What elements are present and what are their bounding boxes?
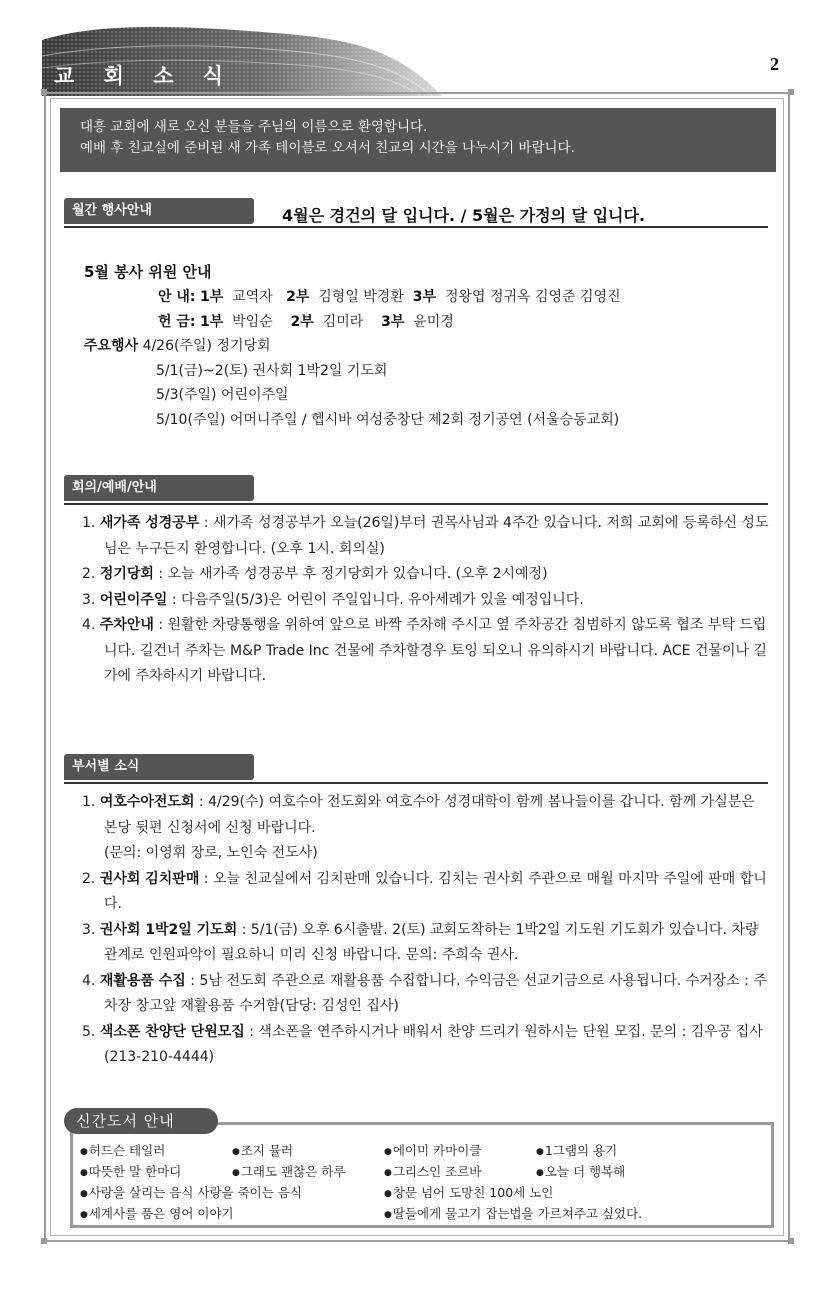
list-item: 2. 권사회 김치판매 : 오늘 친교실에서 김치판매 있습니다. 김치는 권사회 주관으로 매월 마지막 주일에 판매 합니다. xyxy=(82,870,767,912)
book-item: ● 에이미 카마이클 xyxy=(384,1140,481,1163)
section-divider xyxy=(64,782,768,784)
welcome-line: 대흥 교회에 새로 오신 분들을 주님의 이름으로 환영합니다. xyxy=(80,119,428,135)
page-number: 2 xyxy=(770,54,779,74)
section-divider xyxy=(64,226,768,228)
book-item: ● 오늘 더 행복해 xyxy=(536,1161,625,1184)
monthly-theme: 4월은 경건의 달 입니다. / 5월은 가정의 달 입니다. xyxy=(282,206,646,225)
frame-corner xyxy=(41,89,47,95)
frame-corner xyxy=(41,1238,47,1244)
frame-corner xyxy=(788,1238,794,1244)
list-item: 1. 새가족 성경공부 : 새가족 성경공부가 오늘(26일)부터 권목사님과 4주간 있습니다. 저희 교회에 등록하신 성도님은 누구든지 환영합니다. (오후 1시. 회의실) xyxy=(82,515,769,557)
book-item: ● 허드슨 테일러 xyxy=(80,1140,165,1163)
book-item: ● 따뜻한 말 한마디 xyxy=(80,1161,181,1184)
event-item: 5/1(금)~2(토) 권사회 1박2일 기도회 xyxy=(156,362,388,379)
book-item: ● 조지 뮬러 xyxy=(232,1140,293,1163)
book-item: ● 딸들에게 물고기 잡는법을 가르쳐주고 싶었다. xyxy=(384,1203,642,1226)
book-item: ● 사랑을 살리는 음식 사랑을 죽이는 음식 xyxy=(80,1182,302,1205)
meetings-list xyxy=(82,511,772,690)
book-item: ● 그래도 괜찮은 하루 xyxy=(232,1161,345,1184)
section-divider xyxy=(64,503,768,505)
book-item: ● 그리스인 조르바 xyxy=(384,1161,481,1184)
event-item: 4/26(주일) 정기당회 xyxy=(142,338,271,354)
list-item: 3. 어린이주일 : 다음주일(5/3)은 어린이 주일입니다. 유아세례가 있을 예정입니다. xyxy=(82,591,584,608)
welcome-line: 예배 후 친교실에 준비된 새 가족 테이블로 오셔서 친교의 시간을 나누시기 바랍니다. xyxy=(80,140,575,156)
service-guide-row: 안 내: 1부 교역자 2부 김형일 박경환 3부 정왕엽 정귀옥 김영준 김영진 헌 금: 1부 박임순 2부 김미라 3부 윤미경 xyxy=(158,285,621,334)
section-header-books: 신간도서 안내 xyxy=(64,1108,218,1134)
list-item: 4. 재활용품 수집 : 5남 전도회 주관으로 재활용품 수집합니다. 수익금은 선교기금으로 사용됩니다. 수거장소 : 주차장 창고앞 재활용품 수거함(담당: 김성인 집사) xyxy=(82,972,767,1014)
book-item: ● 창문 넘어 도망친 100세 노인 xyxy=(384,1182,553,1205)
list-item: 5. 색소폰 찬양단 단원모집 : 색소폰을 연주하시거나 배워서 찬양 드리기 원하시는 단원 모집. 문의 : 김우공 집사(213-210-4444) xyxy=(82,1023,763,1065)
section-header-departments: 부서별 소식 xyxy=(64,754,254,780)
welcome-box xyxy=(60,108,776,172)
book-item: ● 세계사를 품은 영어 이야기 xyxy=(80,1203,234,1226)
list-item: 2. 정기당회 : 오늘 새가족 성경공부 후 정기당회가 있습니다. (오후 2시예정) xyxy=(82,566,548,582)
list-item: 1. 여호수아전도회 : 4/29(수) 여호수아 전도회와 여호수아 성경대학이 함께 봄나들이를 갑니다. 함께 가실분은 본당 뒷편 신청서에 신청 바랍니다. (문의: 이영휘 장로, 노인숙 전도사) xyxy=(82,794,755,861)
service-offering-row: 헌 금: 1부 박임순 2부 김미라 3부 윤미경 xyxy=(158,313,454,330)
book-item: ● 1그램의 용기 xyxy=(536,1140,617,1163)
service-title: 5월 봉사 위원 안내 xyxy=(84,263,212,281)
event-item: 5/10(주일) 어머니주일 / 헵시바 여성중창단 제2회 정기공연 (서울승동교회) xyxy=(156,411,620,428)
events-block xyxy=(84,334,619,432)
events-label: 주요행사 xyxy=(84,338,139,354)
list-item: 3. 권사회 1박2일 기도회 : 5/1(금) 오후 6시출발. 2(토) 교회도착하는 1박2일 기도원 기도회가 있습니다. 차량관계로 인원파악이 필요하니 미리 신청 바랍니다. 문의: 주희숙 권사. xyxy=(82,921,759,963)
departments-list xyxy=(82,790,772,1071)
section-header-monthly: 월간 행사안내 xyxy=(64,198,254,224)
section-header-meetings: 회의/예배/안내 xyxy=(64,475,254,501)
event-item: 5/3(주일) 어린이주일 xyxy=(156,387,289,403)
list-item: 4. 주차안내 : 원활한 차량통행을 위하여 앞으로 바짝 주차해 주시고 옆 주차공간 침범하지 않도록 협조 부탁 드립니다. 길건너 주차는 M&P Trade Inc 건물에 주차할경우 토잉 되오니 유의하시기 바랍니다. ACE 건물이나 길가에 주차하시기 바랍니다. xyxy=(82,617,767,684)
frame-corner xyxy=(788,89,794,95)
page-title: 교 회 소 식 xyxy=(54,63,235,88)
